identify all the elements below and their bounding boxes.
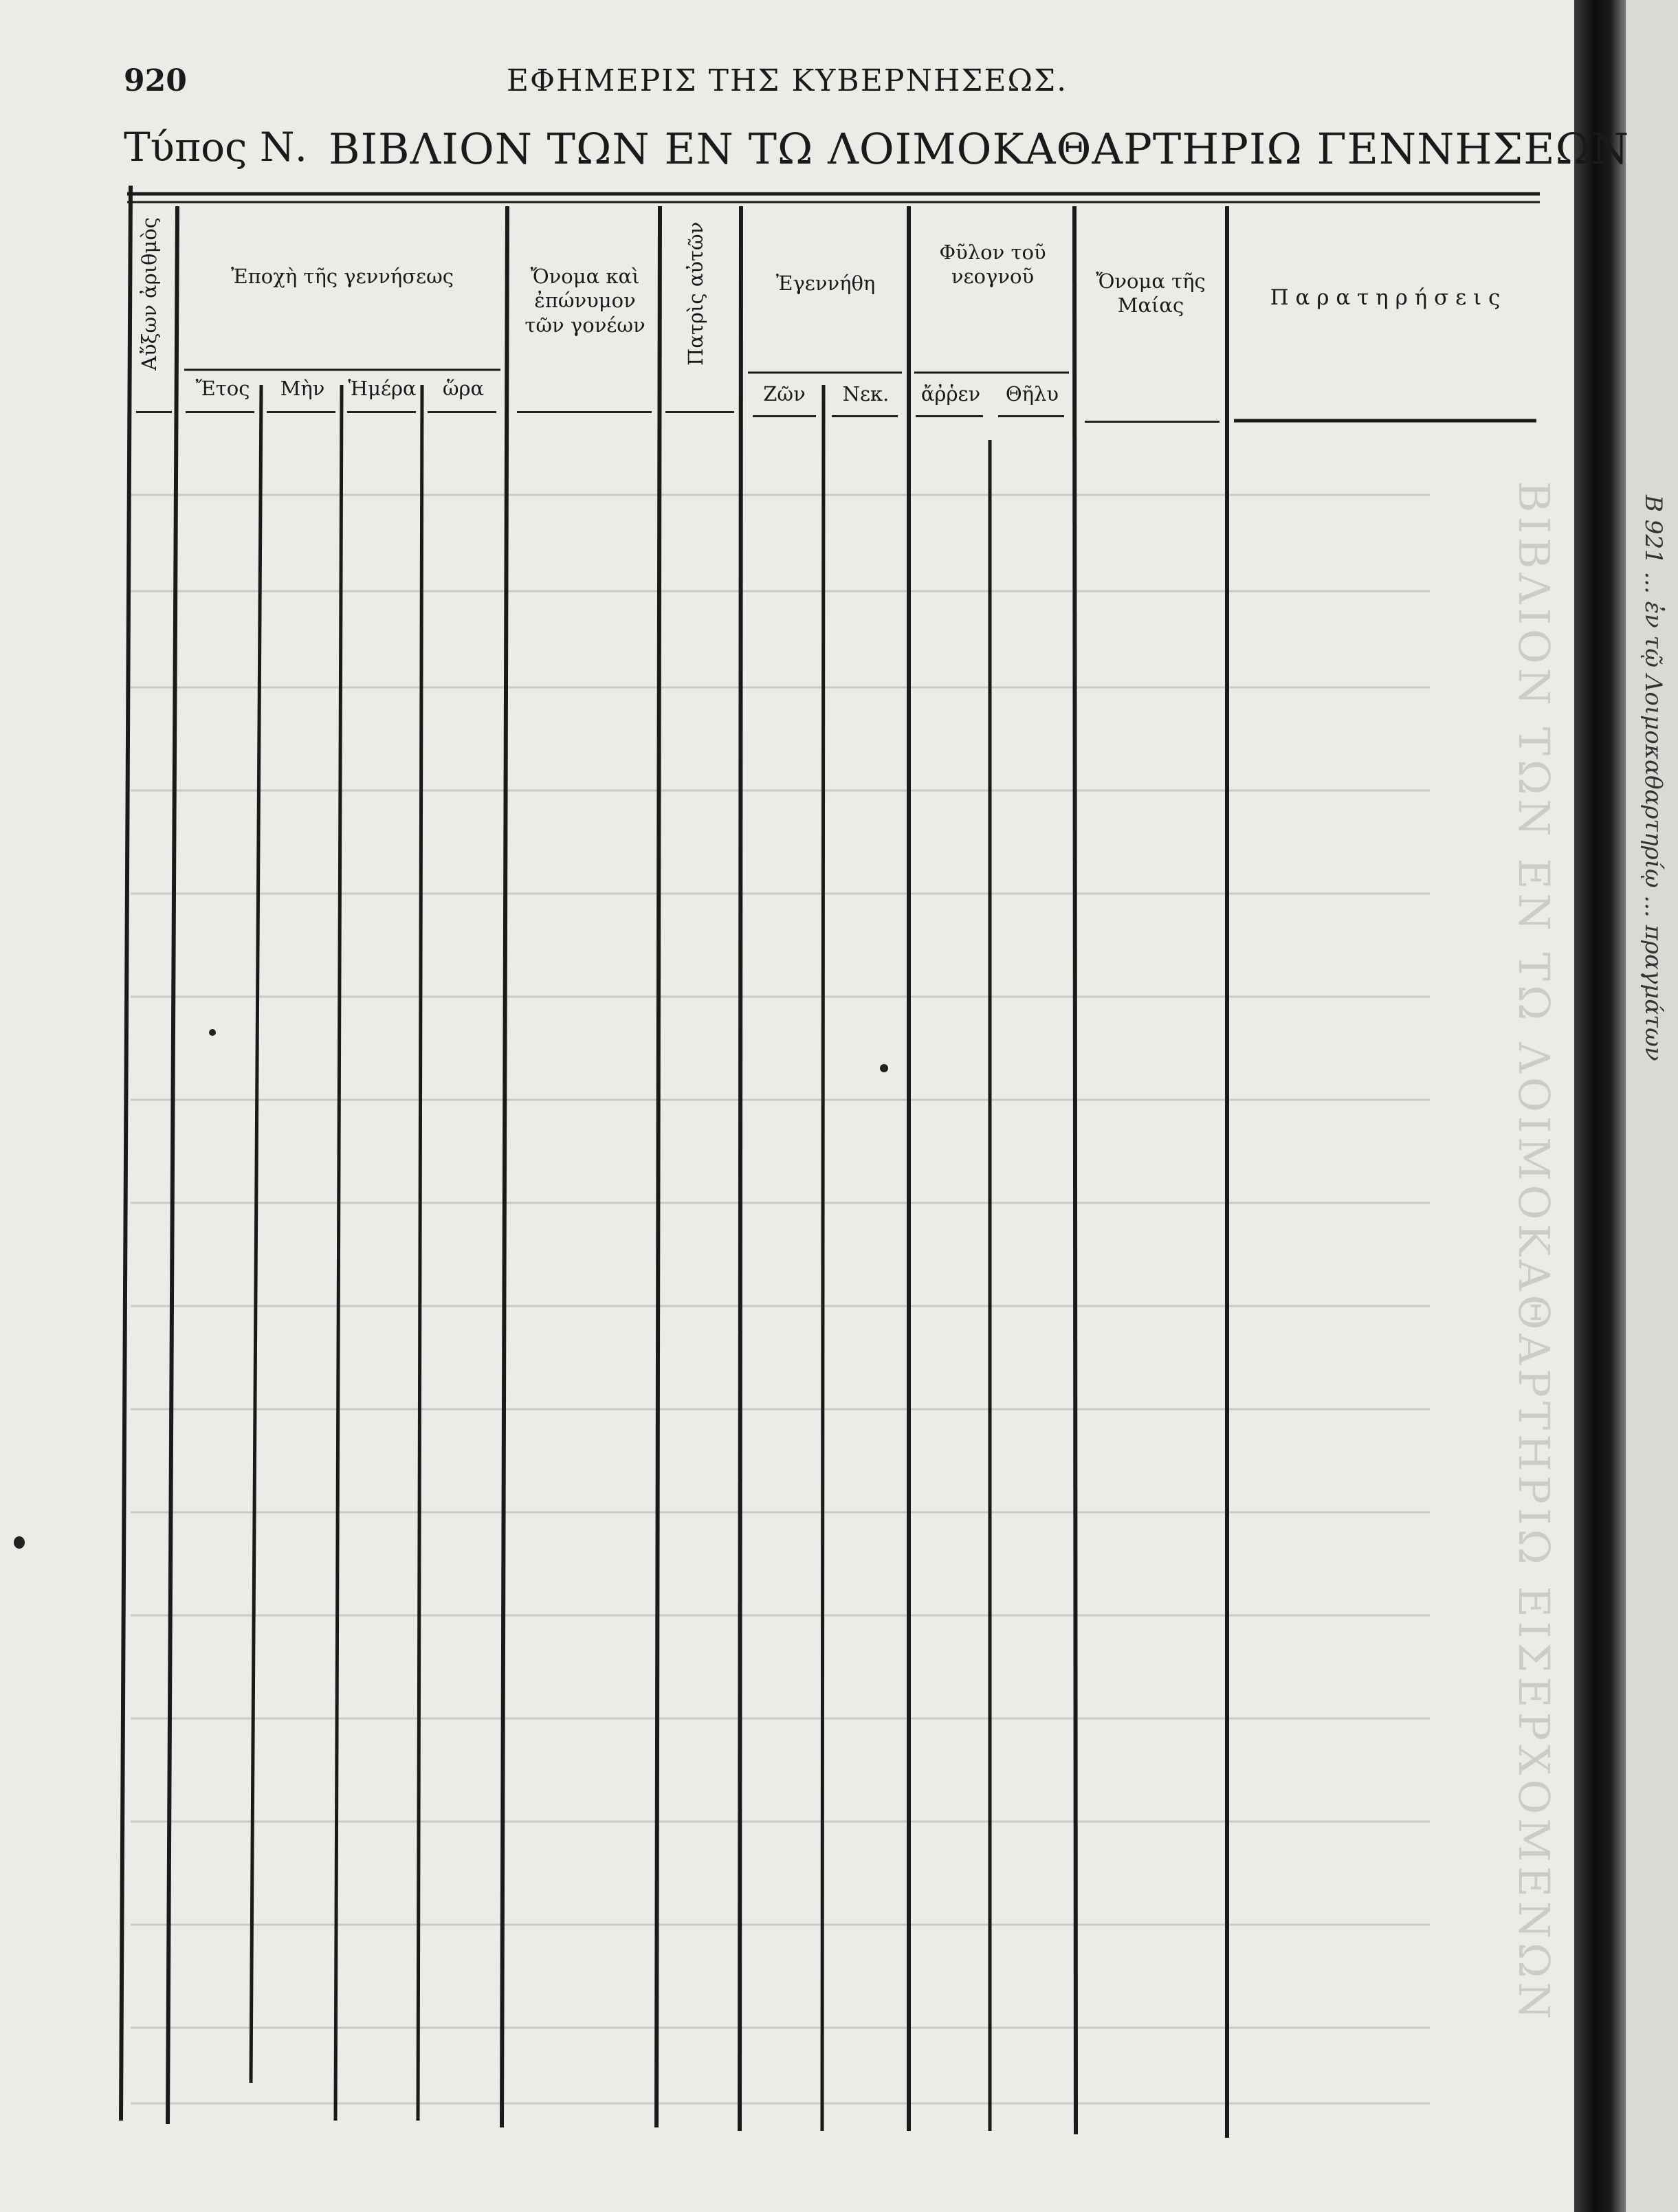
born-sub-underline (753, 415, 816, 417)
col-sex-line-2: νεογνοῦ (951, 265, 1035, 289)
birth-sub-underline (186, 411, 254, 413)
col-parents-line-2: ἐπώνυμον (534, 289, 636, 313)
col-midwife-line-1: Ὄνομα τῆς (1096, 269, 1206, 293)
ink-speck (14, 1536, 25, 1549)
birth-sub-underline (267, 411, 335, 413)
col-midwife-name (1078, 269, 1224, 318)
birth-sub-underline (347, 411, 416, 413)
birth-sub-underline (428, 411, 496, 413)
col-midwife-underline (1085, 421, 1219, 423)
col-remarks: Π α ρ α τ η ρ ή σ ε ι ς (1270, 285, 1501, 310)
col-parents-line-3: τῶν γονέων (525, 313, 645, 337)
col-sex-of-newborn (913, 241, 1072, 289)
form-title: ΒΙΒΛΙΟΝ ΤΩΝ ΕΝ ΤΩ ΛΟΙΜΟΚΑΘΑΡΤΗΡΙΩ ΓΕΝΝΗΣΕΩΝ (329, 124, 1630, 174)
col-midwife-line-2: Μαίας (1117, 294, 1184, 318)
col-male: ἄῤῥεν (920, 382, 981, 406)
col-homeland: Πατρὶς αὐτῶν (684, 221, 707, 366)
col-day: Ἡμέρα (348, 377, 417, 400)
col-serial-number: Αὔξων ἀριθμὸς (137, 217, 161, 371)
sex-sub-underline (998, 415, 1064, 417)
col-homeland-underline (665, 411, 734, 413)
col-alive: Ζῶν (763, 382, 806, 406)
col-stillborn: Νεκ. (842, 382, 890, 406)
ink-speck (209, 1029, 216, 1036)
form-label: Τύπος Ν. (124, 124, 308, 170)
show-through-text: ΒΙΒΛΙΟΝ ΤΩΝ ΕΝ ΤΩ ΛΟΙΜΟΚΑΘΑΡΤΗΡΙΩ ΕΙΣΕΡΧΟΜΕΝΩΝ (1509, 481, 1559, 2024)
col-serial-underline (136, 411, 172, 413)
col-parents-name (512, 265, 658, 338)
col-month: Μὴν (280, 377, 325, 400)
sex-sub-underline (916, 415, 983, 417)
col-parents-underline (517, 411, 652, 413)
col-sex-line-1: Φῦλον τοῦ (939, 241, 1046, 264)
born-sub-underline (832, 415, 898, 417)
ink-speck (880, 1064, 888, 1072)
col-born: Ἐγεννήθη (775, 272, 876, 295)
adjacent-page-text: Β 921 ... ἐν τῷ Λοιμοκαθαρτηρίῳ ... πραγμάτων (1640, 495, 1667, 1061)
col-birth-time: Ἐποχὴ τῆς γεννήσεως (231, 265, 454, 288)
col-hour: ὥρα (442, 377, 485, 400)
col-year: Ἔτος (195, 377, 250, 400)
page-number: 920 (124, 63, 187, 98)
adjacent-page (1626, 0, 1678, 2212)
col-female: Θῆλυ (1005, 382, 1059, 406)
col-parents-line-1: Ὄνομα καὶ (530, 265, 640, 288)
faint-ruling (131, 495, 1430, 2103)
book-gutter (1574, 0, 1626, 2212)
running-title: ΕΦΗΜΕΡΙΣ ΤΗΣ ΚΥΒΕΡΝΗΣΕΩΣ. (506, 63, 1068, 98)
